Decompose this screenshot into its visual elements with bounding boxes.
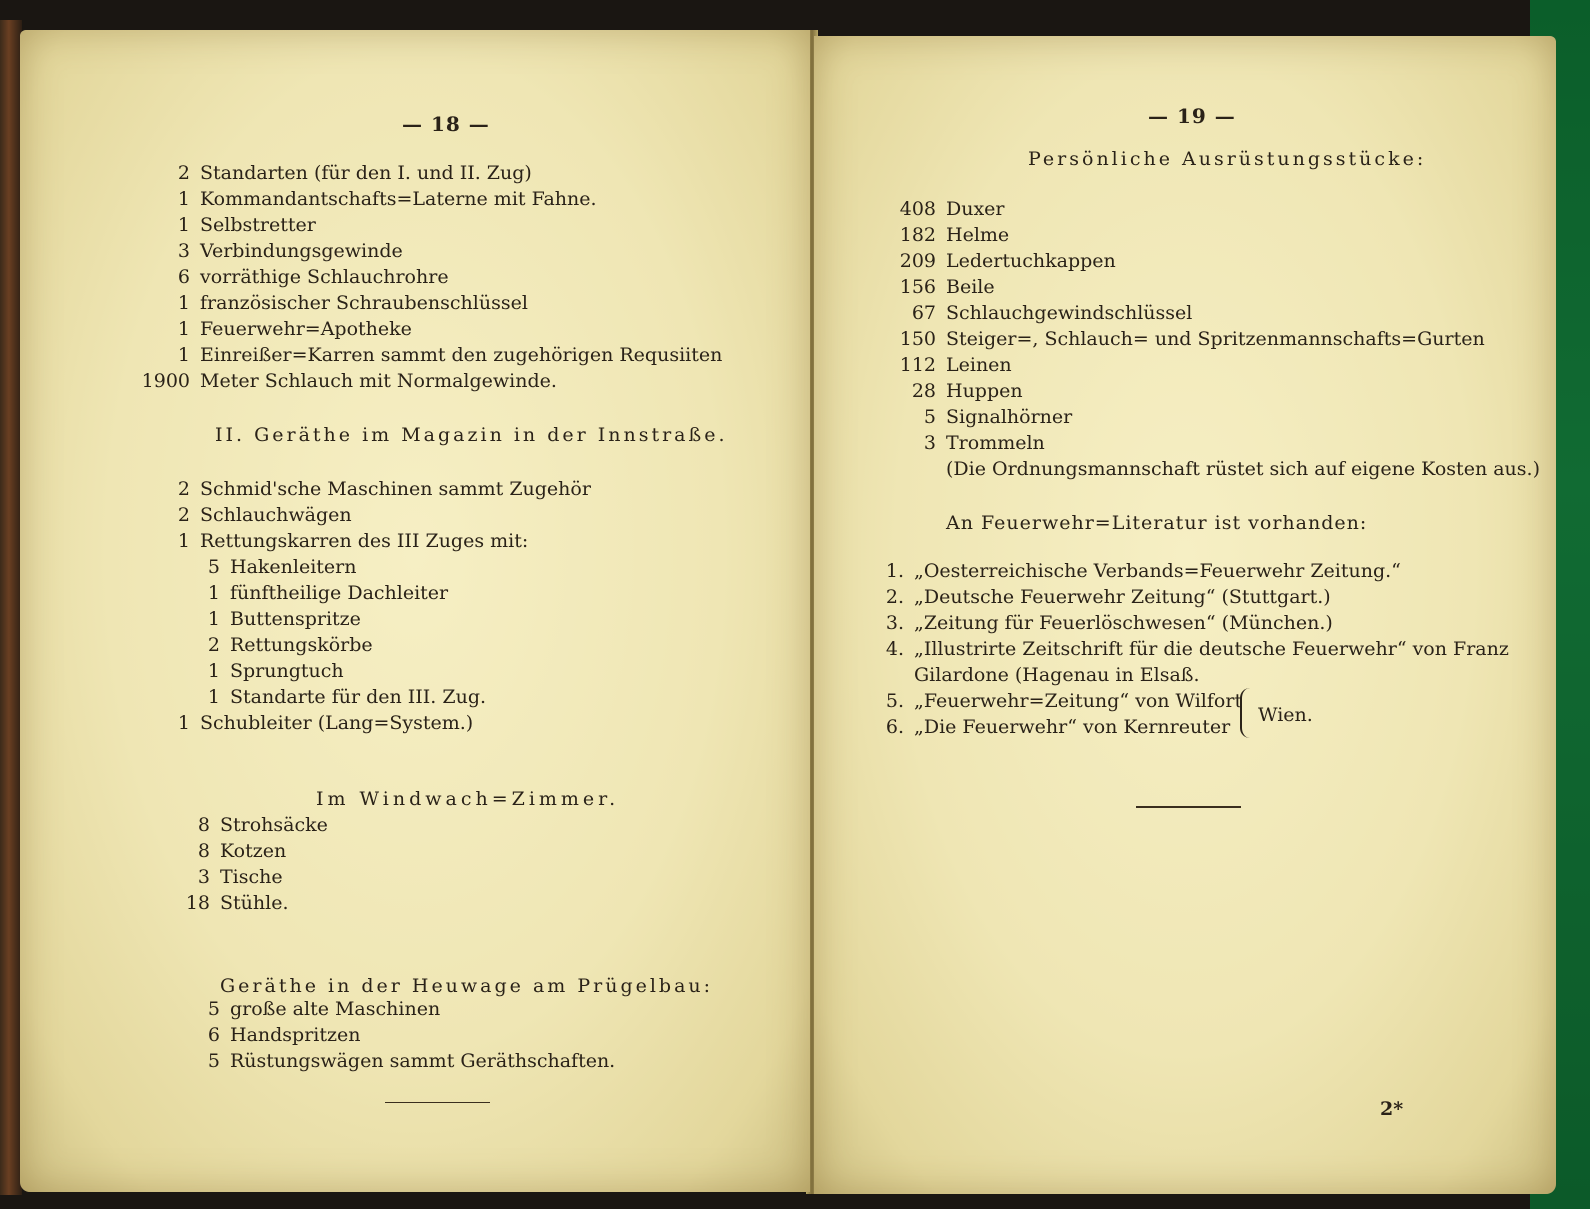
item-text: Hakenleitern [230, 556, 357, 578]
list-item [140, 528, 528, 554]
book-spine [0, 20, 22, 1195]
list-item [882, 430, 1045, 456]
list-item [882, 378, 1023, 404]
item-text: Trommeln [946, 432, 1045, 454]
item-text: Handspritzen [230, 1024, 361, 1046]
item-text: Standarten (für den I. und II. Zug) [200, 162, 532, 184]
item-text: „Zeitung für Feuerlöschwesen“ (München.) [914, 612, 1333, 634]
item-quantity: 182 [899, 224, 936, 246]
item-text: Helme [946, 224, 1010, 246]
list-item [170, 1048, 615, 1074]
list-item [160, 864, 283, 890]
item-text: Signalhörner [946, 406, 1073, 428]
list-item [160, 890, 289, 916]
item-text: „Feuerwehr=Zeitung“ von Wilfort [914, 690, 1243, 712]
item-text: Schmid'sche Maschinen sammt Zugehör [200, 478, 591, 500]
sub-list-item [170, 554, 357, 580]
label-wien: Wien. [1258, 704, 1313, 726]
item-text: Ledertuchkappen [946, 250, 1116, 272]
item-quantity: 3 [923, 432, 936, 454]
item-quantity: 2 [177, 162, 190, 184]
item-quantity: 1 [207, 608, 220, 630]
item-quantity: 1 [177, 188, 190, 210]
item-quantity: 1900 [141, 370, 190, 392]
item-quantity: 1 [177, 318, 190, 340]
item-quantity: 209 [899, 250, 936, 272]
list-item [140, 212, 316, 238]
item-quantity: 1 [177, 530, 190, 552]
item-text: Beile [946, 276, 995, 298]
literature-item [882, 610, 1333, 636]
list-item [140, 502, 352, 528]
list-item [160, 838, 286, 864]
item-quantity: 2 [177, 504, 190, 526]
item-text: Standarte für den III. Zug. [230, 686, 487, 708]
list-item [882, 196, 1005, 222]
item-quantity: 1 [177, 344, 190, 366]
list-item [882, 248, 1116, 274]
item-quantity: 2. [885, 586, 904, 608]
item-quantity: 1 [177, 214, 190, 236]
item-text: Verbindungsgewinde [200, 240, 403, 262]
heading-magazin: II. Geräthe im Magazin in der Innstraße. [215, 424, 728, 446]
sub-list-item [170, 580, 448, 606]
item-quantity: 1 [207, 660, 220, 682]
item-text: Leinen [946, 354, 1012, 376]
item-quantity: 1 [177, 292, 190, 314]
item-quantity: 5 [207, 556, 220, 578]
page-number-19: — 19 — [1148, 104, 1236, 128]
literature-item [882, 584, 1331, 610]
list-item [882, 300, 1192, 326]
literature-item [882, 688, 1242, 714]
item-quantity: 112 [899, 354, 936, 376]
item-text: Sprungtuch [230, 660, 344, 682]
item-quantity: 5 [207, 998, 220, 1020]
item-text: Kommandantschafts=Laterne mit Fahne. [200, 188, 597, 210]
literature-item [882, 662, 1200, 688]
item-quantity: 2 [177, 478, 190, 500]
item-quantity: 28 [911, 380, 936, 402]
signature-mark: 2* [1380, 1098, 1404, 1120]
item-text: Stühle. [220, 892, 289, 914]
item-quantity: 3. [885, 612, 904, 634]
note-ordnungsmannschaft: (Die Ordnungsmannschaft rüstet sich auf eigene Kosten aus.) [946, 458, 1540, 480]
list-item [140, 368, 557, 394]
brace-wien [1240, 688, 1252, 738]
item-text: Strohsäcke [220, 814, 328, 836]
item-text: Steiger=, Schlauch= und Spritzenmannschafts=Gurten [946, 328, 1485, 350]
page-number-18: — 18 — [402, 112, 490, 136]
list-item [140, 160, 532, 186]
list-item [140, 290, 528, 316]
list-item [170, 996, 440, 1022]
list-item [140, 710, 473, 736]
item-text: Schlauchwägen [200, 504, 352, 526]
item-text: Buttenspritze [230, 608, 361, 630]
right-page [814, 36, 1556, 1194]
item-text: Schubleiter (Lang=System.) [200, 712, 474, 734]
item-quantity: 1 [207, 582, 220, 604]
item-text: Selbstretter [200, 214, 316, 236]
item-text: große alte Maschinen [230, 998, 441, 1020]
list-item [882, 404, 1072, 430]
item-text: Rüstungswägen sammt Geräthschaften. [230, 1050, 616, 1072]
list-item [882, 352, 1012, 378]
literature-item [882, 558, 1401, 584]
sub-list-item [170, 658, 344, 684]
item-quantity: 2 [207, 634, 220, 656]
list-item [882, 326, 1485, 352]
item-text: Schlauchgewindschlüssel [946, 302, 1193, 324]
item-text: Kotzen [220, 840, 287, 862]
item-text: Tische [220, 866, 283, 888]
list-item [882, 274, 995, 300]
item-quantity: 5. [885, 690, 904, 712]
item-quantity: 5 [207, 1050, 220, 1072]
list-item [140, 186, 597, 212]
end-rule-left [385, 1102, 490, 1103]
item-text: Meter Schlauch mit Normalgewinde. [200, 370, 557, 392]
item-quantity: 3 [197, 866, 210, 888]
heading-personal: Persönliche Ausrüstungsstücke: [1028, 148, 1427, 170]
item-text: französischer Schraubenschlüssel [200, 292, 528, 314]
item-text: fünftheilige Dachleiter [230, 582, 449, 604]
item-quantity: 1 [177, 712, 190, 734]
item-quantity: 8 [197, 840, 210, 862]
item-text: Einreißer=Karren sammt den zugehörigen Requsiiten [200, 344, 723, 366]
item-quantity: 18 [185, 892, 210, 914]
item-text: Rettungskarren des III Zuges mit: [200, 530, 529, 552]
item-quantity: 1. [885, 560, 904, 582]
item-text: Huppen [946, 380, 1023, 402]
item-quantity: 156 [899, 276, 936, 298]
item-quantity: 6 [207, 1024, 220, 1046]
list-item [140, 342, 722, 368]
item-quantity: 5 [923, 406, 936, 428]
list-item [882, 222, 1009, 248]
item-quantity: 4. [885, 638, 904, 660]
literature-item [882, 636, 1509, 662]
item-text: Rettungskörbe [230, 634, 373, 656]
list-item [140, 476, 591, 502]
item-text: „Deutsche Feuerwehr Zeitung“ (Stuttgart.) [914, 586, 1331, 608]
item-quantity: 6. [885, 716, 904, 738]
item-quantity: 150 [899, 328, 936, 350]
item-quantity: 1 [207, 686, 220, 708]
item-text: Duxer [946, 198, 1005, 220]
item-quantity: 67 [911, 302, 936, 324]
sub-list-item [170, 684, 486, 710]
heading-windwach: Im Windwach=Zimmer. [316, 788, 620, 810]
item-text: „Illustrirte Zeitschrift für die deutsche Feuerwehr“ von Franz [914, 638, 1509, 660]
item-text: „Die Feuerwehr“ von Kernreuter [914, 716, 1231, 738]
heading-heuwage: Geräthe in der Heuwage am Prügelbau: [220, 975, 714, 997]
item-quantity: 3 [177, 240, 190, 262]
list-item [160, 812, 328, 838]
item-text: Gilardone (Hagenau in Elsaß. [914, 664, 1200, 686]
list-item [140, 264, 449, 290]
item-text: vorräthige Schlauchrohre [200, 266, 449, 288]
item-quantity: 6 [177, 266, 190, 288]
item-quantity: 408 [899, 198, 936, 220]
literature-item [882, 714, 1230, 740]
list-item [140, 238, 403, 264]
sub-list-item [170, 606, 361, 632]
heading-literatur: An Feuerwehr=Literatur ist vorhanden: [946, 512, 1368, 534]
item-text: „Oesterreichische Verbands=Feuerwehr Zeitung.“ [914, 560, 1401, 582]
sub-list-item [170, 632, 373, 658]
item-quantity: 8 [197, 814, 210, 836]
end-rule-right [1136, 806, 1241, 808]
list-item [170, 1022, 361, 1048]
left-page [20, 30, 810, 1192]
list-item [140, 316, 412, 342]
item-text: Feuerwehr=Apotheke [200, 318, 412, 340]
